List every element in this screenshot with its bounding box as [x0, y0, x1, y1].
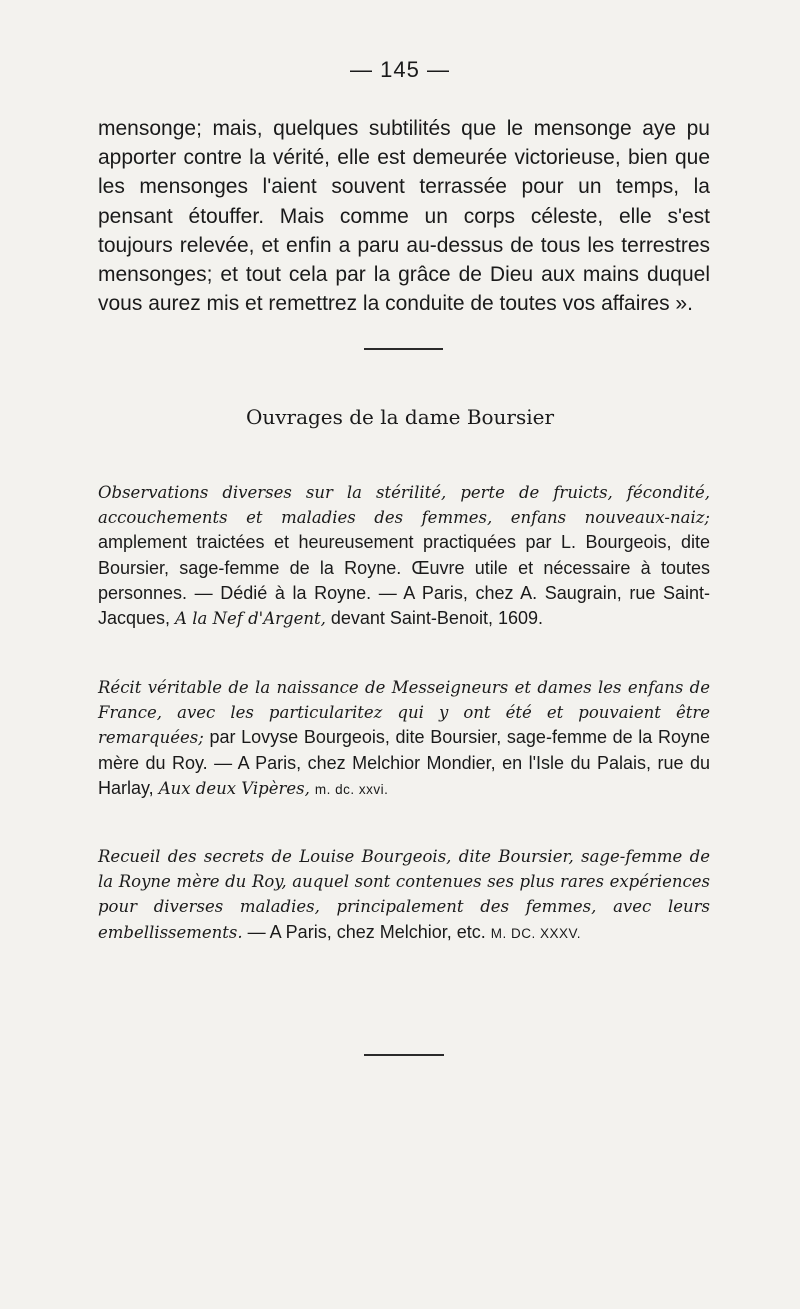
entry-year: M. DC. XXXV.	[490, 925, 582, 941]
opening-paragraph: mensonge; mais, quelques subtilités que le mensonge aye pu apporter contre la vérité, elle est demeurée victorieuse, bien que les mensonges l'aient souvent terrassée pour un temps, la pensant étouffer. Mais comme un corps céleste, elle s'est toujours relevée, et enfin a paru au-dessus de tous les terrestres mensonges; et tout cela par la grâce de Dieu aux mains duquel vous aurez mis et remettrez la conduite de toutes vos affaires ».	[98, 117, 710, 316]
section-divider	[364, 348, 443, 350]
entry-text: par Lovyse Bourgeois, dite Boursier, sage-femme de la Royne mère du Roy. — A Paris, chez Melchior Mondier, en l'Isle du Palais, rue du Harlay,	[98, 727, 710, 798]
entry-title: Recueil des secrets de Louise Bourgeois, dite Boursier, sage-femme de la Royne mère du Roy, auquel sont contenues ses plus rares expériences pour diverses maladies, principalement des femmes, avec leurs embellissements.	[98, 847, 710, 942]
bibliography-entry	[98, 480, 710, 631]
entry-year: m. dc. xxvi.	[314, 781, 389, 797]
entry-title: Récit véritable de la naissance de Messeigneurs et dames les enfans de France, avec les particularitez qui y ont été et pouvaient être remarquées;	[98, 678, 710, 748]
entry-text: — A Paris, chez Melchior, etc.	[242, 921, 491, 942]
page-number: — 145 —	[350, 57, 450, 82]
entry-sign: A la Nef d'Argent,	[175, 609, 326, 629]
bibliography-entry	[98, 844, 710, 946]
end-divider	[364, 1054, 444, 1056]
entry-text: devant Saint-Benoit, 1609.	[325, 608, 544, 629]
entry-text: amplement traictées et heureusement practiquées par L. Bourgeois, dite Boursier, sage-femme de la Royne. Œuvre utile et nécessaire à toutes personnes. — Dédié à la Royne. — A Paris, chez A. Saugrain, rue Saint-Jacques,	[98, 532, 710, 629]
bibliography-entry	[98, 675, 710, 802]
section-heading: Ouvrages de la dame Boursier	[245, 405, 555, 429]
entry-title: Observations diverses sur la stérilité, perte de fruicts, fécondité, accouchements et maladies des femmes, enfans nouveaux-naiz;	[98, 483, 710, 528]
entry-sign: Aux deux Vipères,	[158, 778, 310, 798]
